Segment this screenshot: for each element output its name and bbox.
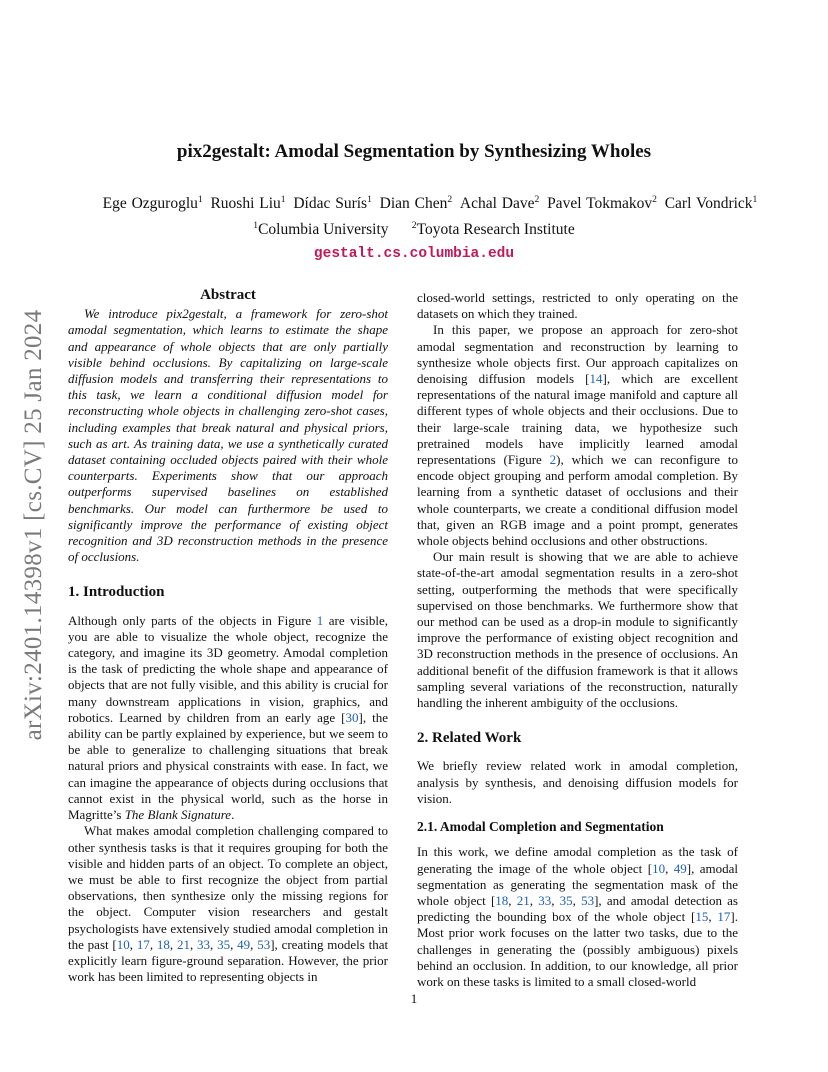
related-work-heading: 2. Related Work: [417, 730, 522, 747]
italic-title: The Blank Signature: [124, 807, 232, 823]
introduction-heading: 1. Introduction: [68, 584, 165, 601]
text-run: In this paper, we propose an approach for zero-shot amodal segmentation and reconstruction by learning to synthesize whole objects first. Our approach capitalizes on denoising diffusion models [: [417, 322, 738, 387]
right-column: [417, 290, 738, 990]
author-affiliation-mark: 1: [280, 193, 286, 205]
citation-link[interactable]: 53: [581, 892, 595, 908]
arxiv-watermark: [14, 290, 54, 760]
citation-link[interactable]: 1: [316, 612, 324, 628]
text-run: ,: [508, 892, 517, 908]
author-name: Carl Vondrick: [664, 195, 753, 212]
author-name: Pavel Tokmakov: [547, 195, 653, 212]
author-affiliation-mark: 1: [752, 193, 758, 205]
text-run: ,: [189, 936, 198, 952]
text-run: ], creating models that explicitly learn figure-ground separation. However, the prior work has been limited to representing objects in: [68, 936, 389, 985]
author-name: Ruoshi Liu: [210, 195, 281, 212]
author-name: Dian Chen: [379, 195, 448, 212]
text-run: We briefly review related work in amodal completion, analysis by synthesis, and denoising diffusion models for vision.: [417, 758, 738, 806]
citation-link[interactable]: 33: [197, 936, 211, 952]
text-run: Our main result is showing that we are able to achieve state-of-the-art amodal segmentation results in a zero-shot setting, outperforming the methods that were specifically supervised on those benchmarks. We furthermore show that our method can be used as a drop-in module to significantly improve the performance of existing object recognition and 3D reconstruction methods in the presence of occlusions. An additional benefit of the diffusion framework is that it allows sampling several variations of the reconstruction, naturally handling the inherent ambiguity of the occlusions.: [417, 549, 738, 711]
text-run: ,: [169, 936, 177, 952]
citation-link[interactable]: 35: [559, 892, 573, 908]
text-run: ], which are excellent representations of the natural image manifold and capture all different types of whole objects and their occlusions. Due to their large-scale training data, we hypothesize such pretrained models have implicitly learned amodal representations (Figure: [417, 371, 738, 468]
intro-paragraph-2: [68, 823, 388, 985]
author-name: Achal Dave: [459, 195, 535, 212]
citation-link[interactable]: 17: [136, 936, 150, 952]
text-run: .: [231, 807, 235, 823]
citation-link[interactable]: 10: [116, 936, 130, 952]
text-run: ,: [708, 909, 718, 925]
citation-link[interactable]: 17: [717, 909, 731, 925]
citation-link[interactable]: 33: [538, 892, 552, 908]
text-run: What makes amodal completion challenging compared to other synthesis tasks is that it requires grouping for both the visible and hidden parts of an object. To complete an object, we must be able to first recognize the object from partial observations, then synthesize only the missing regions for the object. Computer vision researchers and gestalt psychologists have extensively studied amodal completion in the past [: [68, 823, 388, 952]
project-website-link[interactable]: gestalt.cs.columbia.edu: [313, 246, 515, 262]
text-run: ,: [572, 892, 582, 908]
author-affiliation-mark: 2: [652, 193, 657, 205]
affiliation-name: Columbia University: [258, 221, 389, 238]
amodal-completion-subheading: 2.1. Amodal Completion and Segmentation: [417, 819, 664, 835]
text-run: ], the ability can be partly explained by experience, but we seem to be able to generalize to challenging situations that break natural priors and physical constraints with ease. In fact, we can imagine the appearance of objects during occlusions that cannot exist in the physical world, such as the horse in Magritte’s: [68, 709, 388, 823]
citation-link[interactable]: 18: [156, 936, 170, 952]
text-run: ], amodal segmentation as generating the segmentation mask of the whole object [: [417, 860, 739, 908]
author-affiliation-mark: 1: [367, 193, 372, 205]
intro-paragraph-3: [417, 290, 738, 322]
text-run: ,: [250, 936, 258, 952]
text-run: ,: [665, 860, 674, 876]
text-run: ], and amodal detection as predicting the bounding box of the whole object [: [417, 892, 738, 925]
author-affiliation-mark: 2: [534, 193, 540, 205]
author-name: Ege Ozguroglu: [102, 195, 198, 212]
affiliation-list: [0, 221, 828, 239]
text-run: ,: [210, 936, 218, 952]
abstract-heading: Abstract: [200, 287, 256, 303]
citation-link[interactable]: 15: [695, 909, 709, 925]
citation-link[interactable]: 21: [516, 892, 530, 908]
citation-link[interactable]: 10: [652, 860, 666, 876]
text-run: Although only parts of the objects in Figure: [68, 612, 317, 628]
amodal-completion-paragraph: [417, 844, 738, 990]
paper-title: pix2gestalt: Amodal Segmentation by Synthesizing Wholes: [176, 141, 652, 162]
author-name: Dídac Surís: [293, 195, 368, 212]
intro-paragraph-5: [417, 549, 738, 711]
citation-link[interactable]: 14: [589, 371, 603, 387]
page-number: 1: [410, 991, 418, 1006]
intro-paragraph-1: [68, 613, 388, 824]
text-run: We introduce pix2gestalt, a framework for zero-shot amodal segmentation, which learns to estimate the shape and appearance of whole objects that are only partially visible behind occlusions. By capitalizing on large-scale diffusion models and transferring their representations to this task, we learn a conditional diffusion model for reconstructing whole objects in challenging zero-shot cases, including examples that break natural and physical priors, such as art. As training data, we use a synthetically curated dataset containing occluded objects paired with their whole counterparts. Experiments show that our approach outperforms supervised baselines on established benchmarks. Our model can furthermore be used to significantly improve the performance of existing object recognition and 3D reconstruction methods in the presence of occlusions.: [68, 306, 388, 565]
affiliation-mark: 2: [411, 219, 417, 231]
citation-link[interactable]: 18: [495, 892, 509, 908]
citation-link[interactable]: 53: [257, 936, 271, 952]
author-list: [40, 195, 820, 213]
author-affiliation-mark: 2: [447, 193, 453, 205]
arxiv-id-label: arXiv:2401.14398v1 [cs.CV] 25 Jan 2024: [20, 309, 47, 741]
text-run: closed-world settings, restricted to only operating on the datasets on which they trained.: [417, 290, 738, 322]
text-run: ), which we can reconfigure to encode object grouping and perform amodal completion. By learning from a synthetic dataset of occlusions and their whole counterparts, we create a conditional diffusion model that, given an RGB image and a point prompt, generates whole objects behind occlusions and other obstructions.: [417, 452, 738, 549]
author-affiliation-mark: 1: [197, 193, 203, 205]
text-run: ]. Most prior work focuses on the latter two tasks, due to the challenges in generating the (possibly ambiguous) pixels behind an occlusion. In addition, to our knowledge, all prior work on these tasks is limited to a small closed-world: [417, 909, 738, 989]
citation-link[interactable]: 30: [345, 709, 359, 725]
citation-link[interactable]: 49: [237, 936, 251, 952]
text-run: ,: [551, 892, 560, 908]
text-run: In this work, we define amodal completion as the task of generating the image of the whole object [: [417, 844, 738, 876]
affiliation-name: Toyota Research Institute: [416, 221, 575, 238]
intro-paragraph-4: [417, 322, 738, 549]
text-run: are visible, you are able to visualize the whole object, recognize the category, and imagine its 3D geometry. Amodal completion is the task of predicting the whole shape and appearance of objects that are not fully visible, and this ability is crucial for many downstream applications in vision, graphics, and robotics. Learned by children from an early age [: [68, 612, 388, 725]
citation-link[interactable]: 35: [217, 936, 231, 952]
affiliation-mark: 1: [253, 219, 259, 231]
abstract-text: [68, 306, 388, 565]
related-work-paragraph: [417, 758, 738, 807]
citation-link[interactable]: 49: [673, 860, 687, 876]
text-run: ,: [230, 936, 238, 952]
left-column: [68, 287, 388, 985]
text-run: ,: [149, 936, 157, 952]
text-run: ,: [129, 936, 137, 952]
citation-link[interactable]: 2: [549, 452, 557, 468]
citation-link[interactable]: 21: [176, 936, 190, 952]
text-run: ,: [529, 892, 539, 908]
